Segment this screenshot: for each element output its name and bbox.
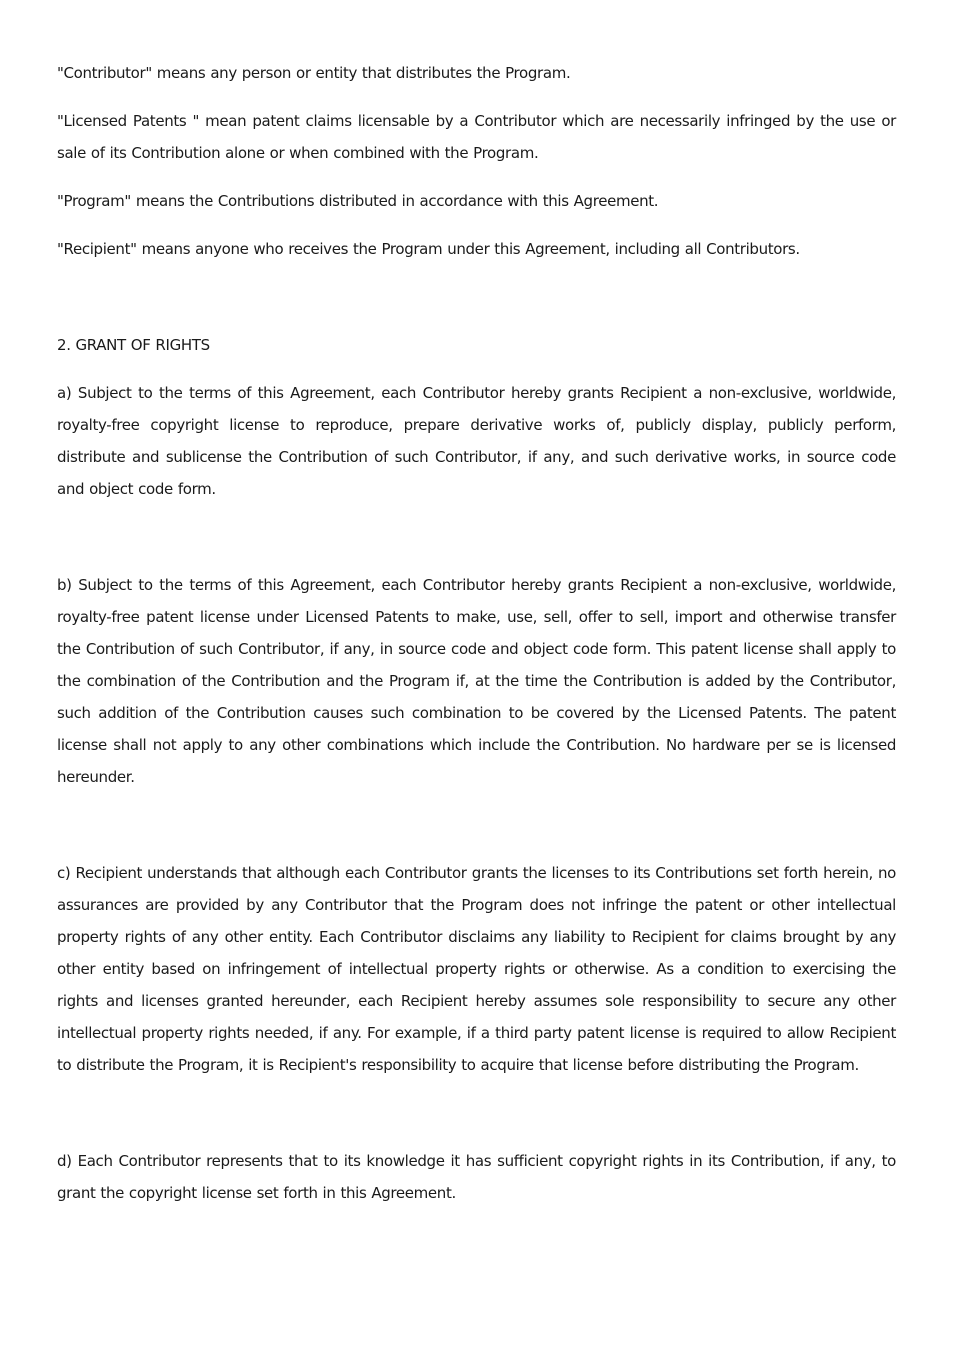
paragraph-gap — [57, 89, 896, 105]
document-page — [57, 57, 896, 1209]
clause-a: a) Subject to the terms of this Agreement, each Contributor hereby grants Recipient a non-exclusive, worldwide, royalty-free copyright license to reproduce, prepare derivative works of, publicly display, publicly perform, distribute and sublicense the Contribution of such Contributor, if any, and such derivative works, in source code and object code form. — [57, 384, 896, 498]
section-heading: 2. GRANT OF RIGHTS — [57, 336, 210, 354]
clause-b: b) Subject to the terms of this Agreement, each Contributor hereby grants Recipient a non-exclusive, worldwide, royalty-free patent license under Licensed Patents to make, use, sell, offer to sell, import and otherwise transfer the Contribution of such Contributor, if any, in source code and object code form. This patent license shall apply to the combination of the Contribution and the Program if, at the time the Contribution is added by the Contributor, such addition of the Contribution causes such combination to be covered by the Licensed Patents. The patent license shall not apply to any other combinations which include the Contribution. No hardware per se is licensed hereunder. — [57, 576, 896, 786]
paragraph-gap — [57, 169, 896, 185]
section-gap — [57, 265, 896, 329]
section-gap — [57, 793, 896, 857]
clause-c: c) Recipient understands that although each Contributor grants the licenses to its Contributions set forth herein, no assurances are provided by any Contributor that the Program does not infringe the patent or other intellectual property rights of any other entity. Each Contributor disclaims any liability to Recipient for claims brought by any other entity based on infringement of intellectual property rights or otherwise. As a condition to exercising the rights and licenses granted hereunder, each Recipient hereby assumes sole responsibility to secure any other intellectual property rights needed, if any. For example, if a third party patent license is required to allow Recipient to distribute the Program, it is Recipient's responsibility to acquire that license before distributing the Program. — [57, 864, 896, 1074]
definition-contributor: "Contributor" means any person or entity that distributes the Program. — [57, 64, 571, 82]
clause-d: d) Each Contributor represents that to its knowledge it has sufficient copyright rights in its Contribution, if any, to grant the copyright license set forth in this Agreement. — [57, 1152, 896, 1202]
definition-recipient: "Recipient" means anyone who receives the Program under this Agreement, including all Contributors. — [57, 240, 800, 258]
paragraph-gap — [57, 361, 896, 377]
section-gap — [57, 1081, 896, 1145]
section-gap — [57, 505, 896, 569]
definition-program: "Program" means the Contributions distributed in accordance with this Agreement. — [57, 192, 659, 210]
paragraph-gap — [57, 217, 896, 233]
definition-licensed-patents: "Licensed Patents " mean patent claims licensable by a Contributor which are necessarily infringed by the use or sale of its Contribution alone or when combined with the Program. — [57, 112, 896, 162]
